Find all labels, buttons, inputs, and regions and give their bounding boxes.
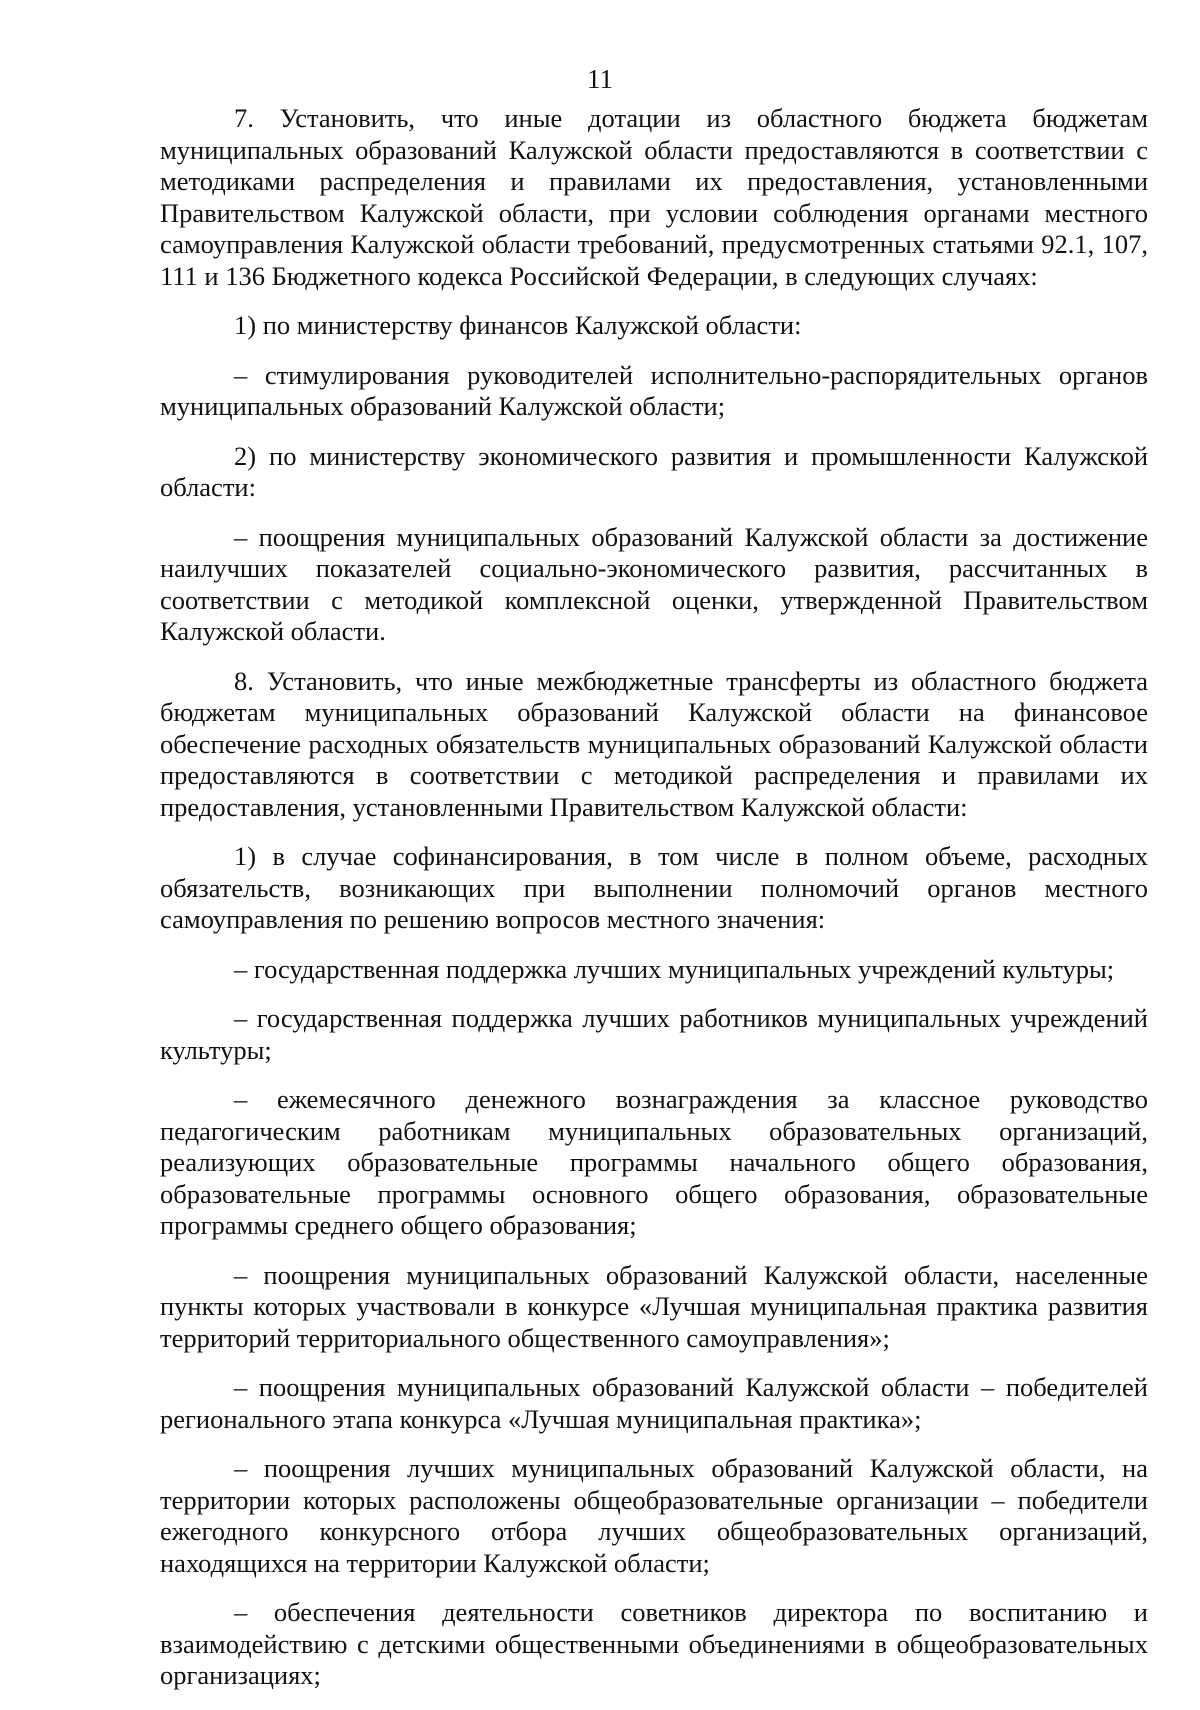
paragraph-7-item-1: 1) по министерству финансов Калужской области: <box>234 310 802 340</box>
paragraph-8-dash-2: – государственная поддержка лучших работников муниципальных учреждений культуры; <box>160 1003 1148 1065</box>
paragraph-8-dash-7: – обеспечения деятельности советников директора по воспитанию и взаимодействию с детскими общественными объединениями в общеобразовательных организациях; <box>160 1597 1148 1690</box>
paragraph-8-dash-5: – поощрения муниципальных образований Калужской области – победителей регионального этапа конкурса «Лучшая муниципальная практика»; <box>160 1372 1148 1434</box>
paragraph-8-dash-1: – государственная поддержка лучших муниципальных учреждений культуры; <box>234 953 1115 984</box>
paragraph-8-item-1: 1) в случае софинансирования, в том числе в полном объеме, расходных обязательств, возникающих при выполнении полномочий органов местного самоуправления по решению вопросов местного значения: <box>160 841 1148 934</box>
page-number: 11 <box>587 64 613 94</box>
document-body <box>160 103 1148 1710</box>
paragraph-8-dash-4: – поощрения муниципальных образований Калужской области, населенные пункты которых участвовали в конкурсе «Лучшая муниципальная практика развития территорий территориального общественного самоуправления»; <box>160 1259 1148 1353</box>
paragraph-7-item-2: 2) по министерству экономического развития и промышленности Калужской области: <box>160 440 1148 502</box>
paragraph-8: 8. Установить, что иные межбюджетные трансферты из областного бюджета бюджетам муниципальных образований Калужской области на финансовое обеспечение расходных обязательств муниципальных образований Калужской области предоставляются в соответствии с методикой распределения и правилами их предоставления, установленными Правительством Калужской области: <box>160 665 1148 822</box>
paragraph-8-dash-6: – поощрения лучших муниципальных образований Калужской области, на территории которых расположены общеобразовательные организации – победители ежегодного конкурсного отбора лучших общеобразовательных организаций, находящихся на территории Калужской области; <box>160 1453 1148 1578</box>
paragraph-8-dash-3: – ежемесячного денежного вознаграждения за классное руководство педагогическим работникам муниципальных образовательных организаций, реализующих образовательные программы начального общего образования, образовательные программы основного общего образования, образовательные программы среднего общего образования; <box>160 1084 1148 1240</box>
paragraph-7-item-2-dash: – поощрения муниципальных образований Калужской области за достижение наилучших показателей социально-экономического развития, рассчитанных в соответствии с методикой комплексной оценки, утвержденной Правительством Калужской области. <box>160 521 1148 646</box>
paragraph-7: 7. Установить, что иные дотации из областного бюджета бюджетам муниципальных образований Калужской области предоставляются в соответствии с методиками распределения и правилами их предоставления, установленными Правительством Калужской области, при условии соблюдения органами местного самоуправления Калужской области требований, предусмотренных статьями 92.1, 107, 111 и 136 Бюджетного кодекса Российской Федерации, в следующих случаях: <box>160 103 1148 291</box>
paragraph-7-item-1-dash: – стимулирования руководителей исполнительно-распорядительных органов муниципальных образований Калужской области; <box>160 359 1148 421</box>
